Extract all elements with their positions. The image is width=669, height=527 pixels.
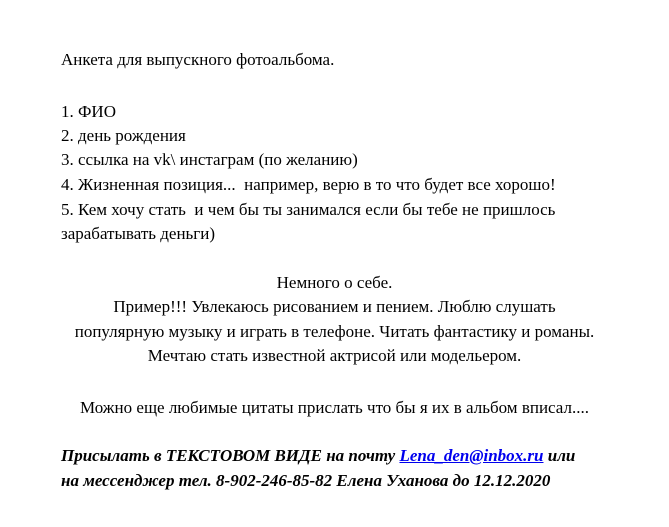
- about-line-2: популярную музыку и играть в телефоне. Читать фантастику и романы.: [74, 322, 595, 341]
- about-heading: Немного о себе.: [276, 273, 393, 292]
- footer-line-1: [61, 444, 575, 468]
- quotes-note: Можно еще любимые цитаты прислать что бы я их в альбом вписал....: [80, 398, 589, 417]
- question-4: 4. Жизненная позиция... например, верю в то что будет все хорошо!: [61, 175, 556, 194]
- document-title: Анкета для выпускного фотоальбома.: [61, 50, 335, 69]
- footer-line-2: на мессенджер тел. 8-902-246-85-82 Елена Уханова до 12.12.2020: [61, 471, 551, 490]
- about-line-1: Пример!!! Увлекаюсь рисованием и пением. Люблю слушать: [113, 297, 556, 316]
- question-5-continued: зарабатывать деньги): [61, 224, 216, 243]
- question-5: 5. Кем хочу стать и чем бы ты занимался если бы тебе не пришлось: [61, 200, 556, 219]
- question-1: 1. ФИО: [61, 102, 116, 121]
- about-line-3: Мечтаю стать известной актрисой или модельером.: [147, 346, 522, 365]
- question-2: 2. день рождения: [61, 126, 186, 145]
- footer-suffix: или: [543, 446, 576, 465]
- footer-prefix: Присылать в ТЕКСТОВОМ ВИДЕ на почту: [61, 446, 400, 465]
- question-3: 3. ссылка на vk\ инстаграм (по желанию): [61, 150, 358, 169]
- email-link[interactable]: Lena_den@inbox.ru: [399, 446, 544, 465]
